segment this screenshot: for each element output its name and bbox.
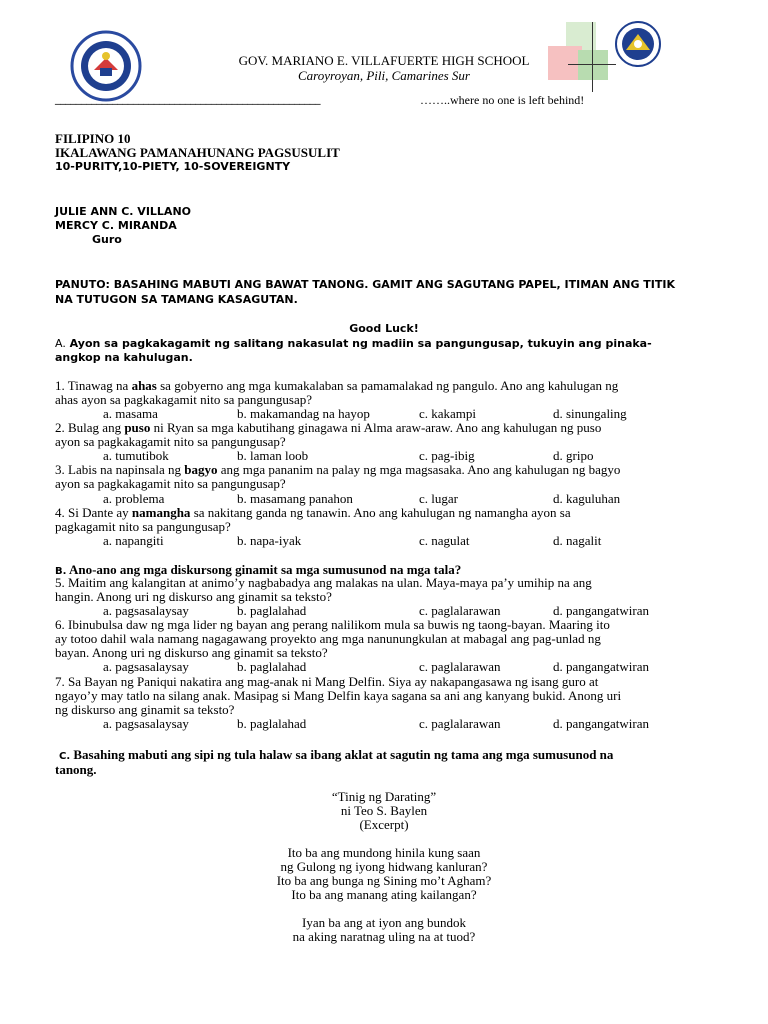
section-a-letter: A. xyxy=(55,337,66,350)
section-a-heading xyxy=(55,337,652,351)
question-6-line-2: ay totoo dahil wala namang nagagawang proyekto ang mga nanunungkulan at mabagal ang pag-unlad ng xyxy=(55,631,601,646)
question-4-line-2: pagkagamit nito sa pangungusap? xyxy=(55,519,231,534)
header-tagline: ……..where no one is left behind! xyxy=(420,93,585,107)
q5-option-a[interactable]: a. pagsasalaysay xyxy=(103,603,189,618)
poem-line: na aking naratnag uling na at tuod? xyxy=(292,929,476,944)
keyword-puso: puso xyxy=(124,420,151,435)
keyword-bagyo: bagyo xyxy=(184,462,218,477)
q3-option-c[interactable]: c. lugar xyxy=(419,491,458,506)
q1-option-d[interactable]: d. sinungaling xyxy=(553,406,627,421)
q5-option-c[interactable]: c. paglalarawan xyxy=(419,603,501,618)
q1-option-b[interactable]: b. makamandag na hayop xyxy=(237,406,370,421)
decorative-squares xyxy=(548,22,618,92)
q6-option-b[interactable]: b. paglalahad xyxy=(237,659,307,674)
q7-option-c[interactable]: c. paglalarawan xyxy=(419,716,501,731)
section-c-letter: C. xyxy=(59,751,71,762)
q6-option-a[interactable]: a. pagsasalaysay xyxy=(103,659,189,674)
sections: 10-PURITY,10-PIETY, 10-SOVEREIGNTY xyxy=(55,160,291,173)
q1-option-a[interactable]: a. masama xyxy=(103,406,158,421)
poem-line: ng Gulong ng iyong hidwang kanluran? xyxy=(280,859,488,874)
section-c-line-2: tanong. xyxy=(55,762,97,777)
teacher-role: Guro xyxy=(92,233,122,246)
subject-code: FILIPINO 10 xyxy=(55,131,131,146)
q4-option-b[interactable]: b. napa-iyak xyxy=(237,533,302,548)
q2-option-b[interactable]: b. laman loob xyxy=(237,448,309,463)
question-6-line-3: bayan. Anong uri ng diskurso ang ginamit sa teksto? xyxy=(55,645,328,660)
question-4: 4. Si Dante ay namangha sa nakitang ganda ng tanawin. Ano ang kahulugan ng namangha ayon sa xyxy=(55,505,571,520)
q3-option-d[interactable]: d. kaguluhan xyxy=(553,491,621,506)
poem-line: Iyan ba ang at iyon ang bundok xyxy=(302,915,466,930)
q2-option-a[interactable]: a. tumutibok xyxy=(103,448,169,463)
q2-option-d[interactable]: d. gripo xyxy=(553,448,594,463)
poem-author: ni Teo S. Baylen xyxy=(340,803,428,818)
q7-option-b[interactable]: b. paglalahad xyxy=(237,716,307,731)
question-7-line-3: ng diskurso ang ginamit sa teksto? xyxy=(55,702,235,717)
question-6-line-1: 6. Ibinubulsa daw ng mga lider ng bayan ang perang nalilikom mula sa buwis ng taong-bayan. Maaring ito xyxy=(55,617,610,632)
keyword-namangha: namangha xyxy=(131,505,191,520)
instructions-line-1: PANUTO: BASAHING MABUTI ANG BAWAT TANONG. GAMIT ANG SAGUTANG PAPEL, ITIMAN ANG TITIK xyxy=(55,278,676,291)
school-seal xyxy=(614,20,662,68)
poem-line: Ito ba ang bunga ng Sining mo’t Agham? xyxy=(276,873,492,888)
poem-line: Ito ba ang mundong hinila kung saan xyxy=(287,845,481,860)
question-1: 1. Tinawag na ahas sa gobyerno ang mga kumakalaban sa pamamalakad ng pangulo. Ano ang kahulugan ng xyxy=(55,378,619,393)
instructions-line-2: NA TUTUGON SA TAMANG KASAGUTAN. xyxy=(55,293,298,306)
q4-option-c[interactable]: c. nagulat xyxy=(419,533,470,548)
section-c-line-1: Basahing mabuti ang sipi ng tula halaw sa ibang aklat at sagutin ng tama ang mga sumusunod na xyxy=(73,747,614,762)
section-b-title: Ano-ano ang mga diskursong ginamit sa mga sumusunod na mga tala? xyxy=(68,562,462,577)
teacher-1: JULIE ANN C. VILLANO xyxy=(55,205,192,218)
section-a-line-1: Ayon sa pagkakagamit ng salitang nakasulat ng madiin sa pangungusap, tukuyin ang pinaka- xyxy=(69,337,652,350)
q4-option-a[interactable]: a. napangiti xyxy=(103,533,164,548)
question-3: 3. Labis na napinsala ng bagyo ang mga pananim na palay ng mga magsasaka. Ano ang kahulugan ng bagyo xyxy=(55,462,621,477)
poem-title: “Tinig ng Darating” xyxy=(331,789,437,804)
q4-option-d[interactable]: d. nagalit xyxy=(553,533,602,548)
q3-option-a[interactable]: a. problema xyxy=(103,491,165,506)
q7-option-d[interactable]: d. pangangatwiran xyxy=(553,716,650,731)
keyword-ahas: ahas xyxy=(131,378,157,393)
q5-option-b[interactable]: b. paglalahad xyxy=(237,603,307,618)
q6-option-c[interactable]: c. paglalarawan xyxy=(419,659,501,674)
poem-line: Ito ba ang manang ating kailangan? xyxy=(291,887,477,902)
question-2-line-2: ayon sa pagkakagamit nito sa pangungusap? xyxy=(55,434,286,449)
header-underline: ___________________________________________________ xyxy=(55,92,321,105)
section-c-heading xyxy=(59,747,613,763)
question-3-line-2: ayon sa pagkakagamit nito sa pangungusap? xyxy=(55,476,286,491)
question-5-line-1: 5. Maitim ang kalangitan at animo’y nagbabadya ang malakas na ulan. Maya-maya pa’y umihip na ang xyxy=(55,575,592,590)
poem-note: (Excerpt) xyxy=(359,817,409,832)
question-1-line-2: ahas ayon sa pagkakagamit nito sa pangungusap? xyxy=(55,392,313,407)
question-5-line-2: hangin. Anong uri ng diskurso ang ginamit sa teksto? xyxy=(55,589,332,604)
school-address: Caroyroyan, Pili, Camarines Sur xyxy=(297,68,470,83)
q6-option-d[interactable]: d. pangangatwiran xyxy=(553,659,650,674)
school-name: GOV. MARIANO E. VILLAFUERTE HIGH SCHOOL xyxy=(238,53,530,68)
section-b-letter: B. xyxy=(55,566,67,577)
question-7-line-1: 7. Sa Bayan ng Paniqui nakatira ang mag-anak ni Mang Delfin. Siya ay nakapangasawa ng isang guro at xyxy=(55,674,599,689)
question-7-line-2: ngayo’y may tatlo na silang anak. Masipag si Mang Delfin kaya sagana sa ani ang kanyang bukid. Anong uri xyxy=(55,688,622,703)
section-a-line-2: angkop na kahulugan. xyxy=(55,351,193,364)
school-seal-icon xyxy=(614,20,662,68)
good-luck: Good Luck! xyxy=(349,322,419,335)
exam-title: IKALAWANG PAMANAHUNANG PAGSUSULIT xyxy=(55,145,340,160)
q2-option-c[interactable]: c. pag-ibig xyxy=(419,448,475,463)
q5-option-d[interactable]: d. pangangatwiran xyxy=(553,603,650,618)
q7-option-a[interactable]: a. pagsasalaysay xyxy=(103,716,189,731)
question-2: 2. Bulag ang puso ni Ryan sa mga kabutihang ginagawa ni Alma araw-araw. Ano ang kahulugan ng puso xyxy=(55,420,602,435)
q3-option-b[interactable]: b. masamang panahon xyxy=(237,491,353,506)
q1-option-c[interactable]: c. kakampi xyxy=(419,406,477,421)
teacher-2: MERCY C. MIRANDA xyxy=(55,219,177,232)
